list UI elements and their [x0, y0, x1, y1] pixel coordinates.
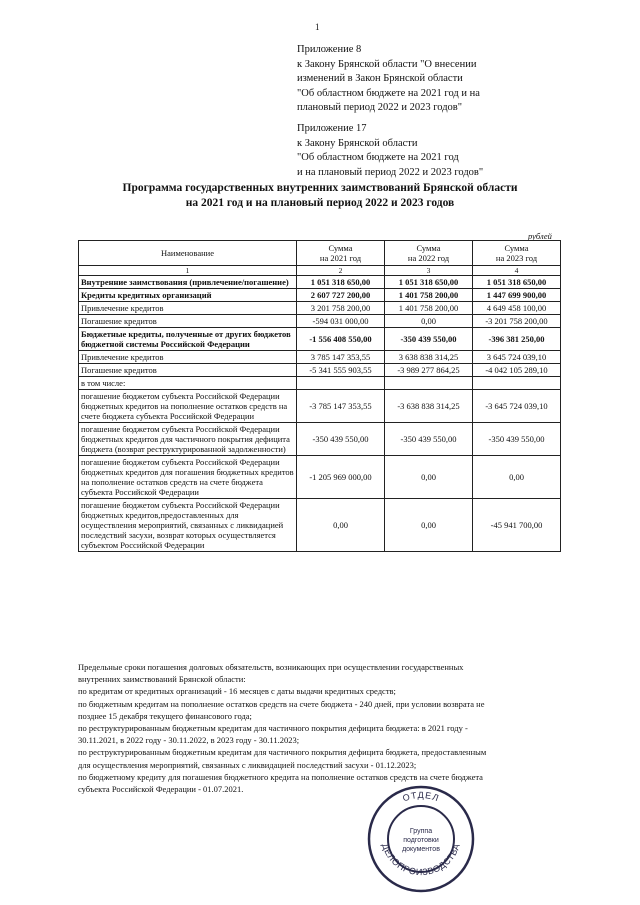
row-value-2021	[297, 377, 385, 390]
limits-line: позднее 15 декабря текущего финансового года;	[78, 710, 252, 721]
row-value-2021: 3 785 147 353,55	[297, 351, 385, 364]
appendix-8-line: к Закону Брянской области "О внесении	[297, 58, 477, 70]
row-value-2021: -1 205 969 000,00	[297, 456, 385, 499]
stamp-center-line: Группа	[409, 828, 433, 835]
row-value-2021: 1 051 318 650,00	[297, 276, 385, 289]
index-cell: 1	[79, 266, 297, 276]
row-name-cell: погашение бюджетом субъекта Российской Федерации бюджетных кредитов для погашения бюджетных кредитов на пополнение остатков средств на счете бюджета субъекта Российской Федерации	[79, 456, 297, 499]
table-index-row	[79, 266, 561, 276]
table-row	[79, 499, 561, 552]
limits-line: по кредитам от кредитных организаций - 16 месяцев с даты выдачи кредитных средств;	[78, 686, 396, 697]
borrowing-program-table	[78, 240, 561, 552]
row-value-2021: -594 031 000,00	[297, 315, 385, 328]
table-row	[79, 423, 561, 456]
row-name-cell: Погашение кредитов	[79, 315, 297, 328]
appendix-17-line: "Об областном бюджете на 2021 год	[297, 152, 459, 163]
index-cell: 4	[473, 266, 561, 276]
appendix-8-line: изменений в Закон Брянской области	[297, 73, 463, 84]
row-value-2022: 0,00	[385, 499, 473, 552]
row-value-2022: -3 989 277 864,25	[385, 364, 473, 377]
repayment-limits-text	[78, 661, 568, 795]
row-value-2021: 2 607 727 200,00	[297, 289, 385, 302]
table-row	[79, 289, 561, 302]
appendix-17-line: и на плановый период 2022 и 2023 годов"	[297, 166, 484, 178]
limits-line: внутренних заимствований Брянской области:	[78, 674, 246, 685]
table-row	[79, 351, 561, 364]
limits-line: по бюджетным кредитам на пополнение остатков средств на счете бюджета - 240 дней, при условии возврата не	[78, 698, 485, 709]
row-value-2021: -3 785 147 353,55	[297, 390, 385, 423]
row-name-cell: Внутренние заимствования (привлечение/погашение)	[79, 276, 297, 289]
table-row	[79, 364, 561, 377]
limits-line: по бюджетному кредиту для погашения бюджетного кредита на пополнение остатков средств на счете бюджета	[78, 771, 483, 782]
row-value-2022: 1 401 758 200,00	[385, 289, 473, 302]
document-title	[60, 181, 580, 211]
row-value-2022: 0,00	[385, 315, 473, 328]
header-sum-2021: Сумма на 2021 год	[297, 241, 385, 266]
stamp-top-text: ОТДЕЛ	[401, 789, 441, 804]
appendix-8-line: плановый период 2022 и 2023 годов"	[297, 102, 463, 113]
row-value-2023: -4 042 105 289,10	[473, 364, 561, 377]
table-row	[79, 328, 561, 351]
table-row	[79, 276, 561, 289]
table-header-row	[79, 241, 561, 266]
row-name-cell: Бюджетные кредиты, полученные от других бюджетов бюджетной системы Российской Федерации	[79, 328, 297, 351]
row-name-cell: Привлечение кредитов	[79, 302, 297, 315]
limits-line: Предельные сроки погашения долговых обязательств, возникающих при осуществлении государственных	[78, 662, 464, 672]
index-cell: 3	[385, 266, 473, 276]
stamp-center-line: документов	[402, 846, 440, 853]
table-row	[79, 315, 561, 328]
row-name-cell: погашение бюджетом субъекта Российской Федерации бюджетных кредитов,предоставленных для осуществления мероприятий, связанных с ликвидацией последствий засухи, возврат которых осуществляется субъектом Российской Федерации	[79, 499, 297, 552]
row-value-2021: -5 341 555 903,55	[297, 364, 385, 377]
header-sum-2022: Сумма на 2022 год	[385, 241, 473, 266]
row-value-2023: -3 201 758 200,00	[473, 315, 561, 328]
table-row	[79, 390, 561, 423]
appendix-17-line: Приложение 17	[297, 123, 367, 134]
row-value-2022: -350 439 550,00	[385, 328, 473, 351]
limits-line: 30.11.2021, в 2022 году - 30.11.2022, в 2023 году - 30.11.2023;	[78, 735, 300, 746]
appendix-8-block	[297, 43, 480, 116]
row-value-2023: 1 051 318 650,00	[473, 276, 561, 289]
limits-line: по реструктурированным бюджетным кредитам для частичного покрытия дефицита бюджета, предоставленным	[78, 747, 487, 758]
row-value-2022: 1 051 318 650,00	[385, 276, 473, 289]
appendix-17-block	[297, 122, 483, 180]
row-name-cell: Привлечение кредитов	[79, 351, 297, 364]
row-name-cell: погашение бюджетом субъекта Российской Федерации бюджетных кредитов на пополнение остатков средств на счете бюджета субъекта Российской Федерации	[79, 390, 297, 423]
row-value-2022: 3 638 838 314,25	[385, 351, 473, 364]
row-value-2023: -45 941 700,00	[473, 499, 561, 552]
currency-unit: рублей	[528, 231, 552, 241]
row-value-2022: 1 401 758 200,00	[385, 302, 473, 315]
limits-line: по реструктурированным бюджетным кредитам для частичного покрытия дефицита бюджета: в 2021 году -	[78, 723, 468, 734]
row-name-cell: Кредиты кредитных организаций	[79, 289, 297, 302]
header-name: Наименование	[79, 241, 297, 266]
row-value-2022: -350 439 550,00	[385, 423, 473, 456]
row-value-2022	[385, 377, 473, 390]
row-value-2023: -350 439 550,00	[473, 423, 561, 456]
stamp-center-line: подготовки	[403, 837, 439, 844]
row-value-2021: 3 201 758 200,00	[297, 302, 385, 315]
office-stamp	[366, 784, 476, 894]
stamp-ring-text: ДЕЛОПРОИЗВОДСТВА	[380, 842, 462, 878]
limits-line: субъекта Российской Федерации - 01.07.2021.	[78, 784, 244, 795]
row-value-2023: 0,00	[473, 456, 561, 499]
row-value-2022: 0,00	[385, 456, 473, 499]
row-name-cell: погашение бюджетом субъекта Российской Федерации бюджетных кредитов для частичного покрытия дефицита бюджета (возврат реструктурированной задолженности)	[79, 423, 297, 456]
row-value-2021: -350 439 550,00	[297, 423, 385, 456]
row-value-2023: 1 447 699 900,00	[473, 289, 561, 302]
row-value-2023: -3 645 724 039,10	[473, 390, 561, 423]
limits-line: для осуществления мероприятий, связанных с ликвидацией последствий засухи - 01.12.2023;	[78, 759, 417, 770]
table-row	[79, 456, 561, 499]
row-name-cell: в том числе:	[79, 377, 297, 390]
row-value-2021: -1 556 408 550,00	[297, 328, 385, 351]
row-value-2023: 3 645 724 039,10	[473, 351, 561, 364]
appendix-17-line: к Закону Брянской области	[297, 137, 418, 149]
row-value-2023: 4 649 458 100,00	[473, 302, 561, 315]
header-sum-2023: Сумма на 2023 год	[473, 241, 561, 266]
title-line: Программа государственных внутренних заимствований Брянской области	[122, 182, 518, 194]
row-value-2023	[473, 377, 561, 390]
table-row	[79, 302, 561, 315]
title-line: на 2021 год и на плановый период 2022 и 2023 годов	[185, 197, 455, 209]
row-value-2023: -396 381 250,00	[473, 328, 561, 351]
table-row	[79, 377, 561, 390]
index-cell: 2	[297, 266, 385, 276]
appendix-8-line: Приложение 8	[297, 44, 362, 55]
page-number: 1	[315, 22, 320, 32]
row-value-2021: 0,00	[297, 499, 385, 552]
appendix-8-line: "Об областном бюджете на 2021 год и на	[297, 87, 480, 99]
row-name-cell: Погашение кредитов	[79, 364, 297, 377]
row-value-2022: -3 638 838 314,25	[385, 390, 473, 423]
